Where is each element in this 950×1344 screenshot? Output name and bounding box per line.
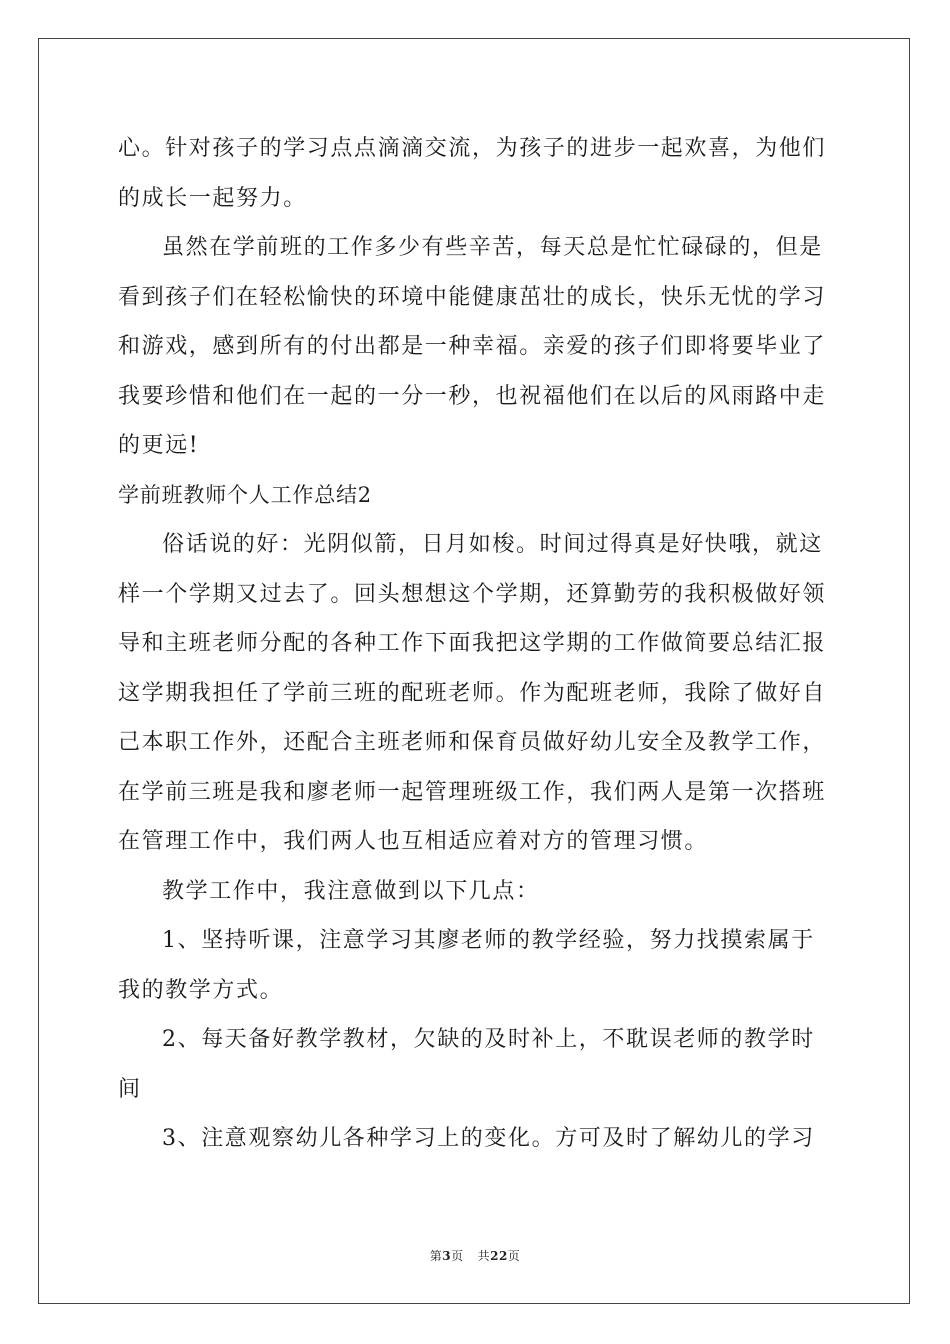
- footer-prefix: 第: [429, 1249, 443, 1263]
- text-line: 心。针对孩子的学习点点滴滴交流，为孩子的进步一起欢喜，为他们: [118, 136, 827, 161]
- text-line: 在学前三班是我和廖老师一起管理班级工作，我们两人是第一次搭班: [118, 779, 827, 805]
- text-line: 的更远!: [118, 433, 200, 458]
- text-line: 在管理工作中，我们两人也互相适应着对方的管理习惯。: [118, 829, 709, 854]
- text-line: 的成长一起努力。: [118, 185, 307, 211]
- footer-total-pages: 22: [490, 1249, 508, 1263]
- footer-page-suffix: 页: [451, 1249, 464, 1263]
- text-line: 间: [118, 1076, 142, 1102]
- text-line: 我的教学方式。: [118, 977, 284, 1003]
- text-line: 1、坚持听课，注意学习其廖老师的教学经验，努力找摸索属于: [162, 928, 815, 953]
- text-line: 样一个学期又过去了。回头想想这个学期，还算勤劳的我积极做好领: [118, 581, 827, 607]
- text-line: 己本职工作外，还配合主班老师和保育员做好幼儿安全及教学工作，: [118, 730, 827, 755]
- text-line: 这学期我担任了学前三班的配班老师。作为配班老师，我除了做好自: [118, 680, 827, 706]
- text-line: 和游戏，感到所有的付出都是一种幸福。亲爱的孩子们即将要毕业了: [118, 334, 827, 359]
- section-heading: 学前班教师个人工作总结2: [118, 482, 372, 507]
- text-line: 看到孩子们在轻松愉快的环境中能健康茁壮的成长，快乐无忧的学习: [118, 284, 827, 310]
- footer-total-suffix: 页: [507, 1249, 521, 1263]
- text-line: 导和主班老师分配的各种工作下面我把这学期的工作做简要总结汇报: [118, 631, 827, 656]
- text-line: 俗话说的好：光阴似箭，日月如梭。时间过得真是好快哦，就这: [162, 532, 823, 557]
- footer-total-prefix: 共: [477, 1249, 491, 1263]
- text-line: 虽然在学前班的工作多少有些辛苦，每天总是忙忙碌碌的，但是: [162, 235, 823, 260]
- footer-page-number: 3: [442, 1249, 452, 1263]
- text-line: 教学工作中，我注意做到以下几点：: [162, 878, 540, 904]
- text-line: 2、每天备好教学教材，欠缺的及时补上，不耽误老师的教学时: [162, 1027, 815, 1052]
- text-line: 我要珍惜和他们在一起的一分一秒，也祝福他们在以后的风雨路中走: [118, 383, 827, 409]
- text-line: 3、注意观察幼儿各种学习上的变化。方可及时了解幼儿的学习: [162, 1126, 815, 1151]
- page-footer: [0, 1247, 950, 1264]
- document-body: [118, 124, 836, 1164]
